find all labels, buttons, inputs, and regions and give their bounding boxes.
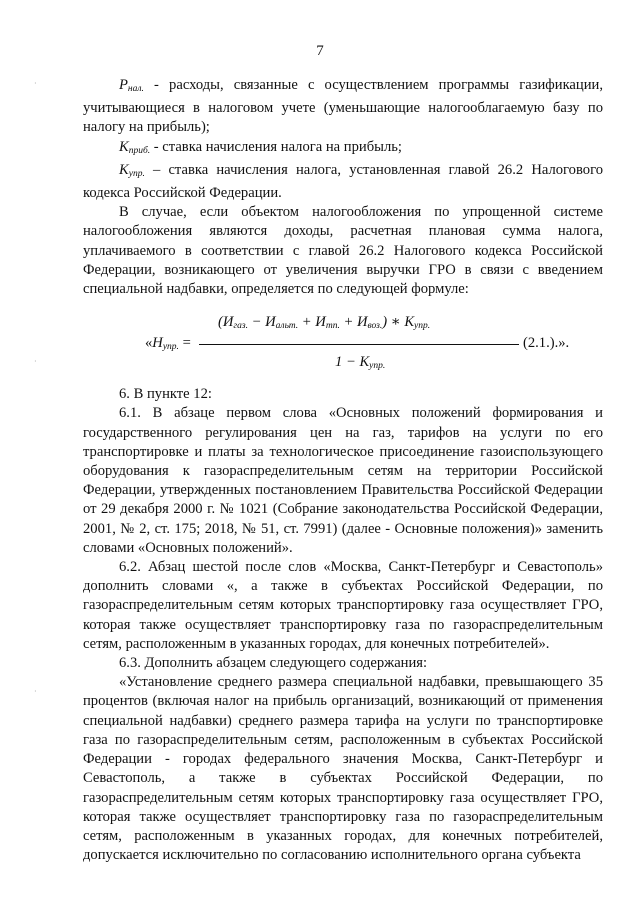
formula-denominator: $1 - К_{упр.}$: [335, 354, 386, 372]
formula-number: (2.1.).».: [523, 335, 570, 352]
definition-k-prib: $K_{приб.}$ - ставка начисления налога на прибыль;: [119, 138, 402, 156]
quoted-paragraph: «Установление среднего размера специальной надбавки, превышающего 35 процентов (включая налог на прибыль организаций, возникающий от применения специальной надбавки) среднего размера тарифа на услуги по транспортировке газа по газораспределительным сетям, расположенным в субъектах Российской Федерации - городах федерального значения Москва, Санкт-Петербург и Севастополь, а также в субъектах Российской Федерации, по газораспределительным сетям которых транспортировку газа осуществляет ГРО, которая также осуществляет транспортировку газа по газораспределительным сетям, расположенным в указанных городах, для конечных потребителей, допускается исключительно по согласованию исполнительного органа субъекта: [83, 674, 603, 864]
fraction-bar: [199, 344, 519, 345]
formula-lhs: «$Н_{упр.}$ =: [145, 335, 191, 353]
item-6: 6. В пункте 12:: [119, 386, 212, 403]
page-number: 7: [316, 43, 324, 59]
formula-2-1: [83, 303, 603, 379]
body-text: [83, 76, 603, 865]
scan-mark: ·: [34, 357, 37, 366]
definition-p-nal: $P_{нал.}$ - расходы, связанные с осуществлением программы газификации, учитывающиеся в налоговом учете (уменьшающие налогооблагаемую базу по налогу на прибыль);: [83, 77, 603, 136]
formula-numerator: $(И_{газ.} - И_{альт.} + И_{тп.} + И_{воз.})$ ∗ $К_{упр.}$: [218, 314, 431, 332]
item-6-3: 6.3. Дополнить абзацем следующего содержания:: [119, 655, 428, 672]
scan-mark: ·: [34, 79, 37, 88]
item-6-1: 6.1. В абзаце первом слова «Основных положений формирования и государственного регулирования цен на газ, тарифов на услуги по его транспортировке и платы за технологическое присоединение газоиспользующего оборудования к газораспределительным сетям на территории Российской Федерации, утвержденных постановлением Правительства Российской Федерации от 29 декабря 2000 г. № 1021 (Собрание законодательства Российской Федерации, 2001, № 2, ст. 175; 2018, № 51, ст. 7991) (далее - Основные положения)» заменить словами «Основных положений».: [83, 405, 603, 556]
paragraph-intro: В случае, если объектом налогообложения по упрощенной системе налогообложения являются доходы, расчетная плановая сумма налога, уплачиваемого в соответствии с главой 26.2 Налогового кодекса Российской Федерации, возникающего от увеличения выручки ГРО в связи с введением специальной надбавки, определяется по следующей формуле:: [83, 204, 603, 298]
definition-k-upr: $K_{упр.}$ – ставка начисления налога, установленная главой 26.2 Налогового кодекса Российской Федерации.: [83, 161, 603, 202]
item-6-2: 6.2. Абзац шестой после слов «Москва, Санкт-Петербург и Севастополь» дополнить словами «, а также в субъектах Российской Федерации, по газораспределительным сетям которых транспортировку газа осуществляет ГРО, которая также осуществляет транспортировку газа по газораспределительным сетям, расположенным в указанных городах, для конечных потребителей».: [83, 559, 603, 652]
scan-mark: ·: [34, 687, 37, 696]
